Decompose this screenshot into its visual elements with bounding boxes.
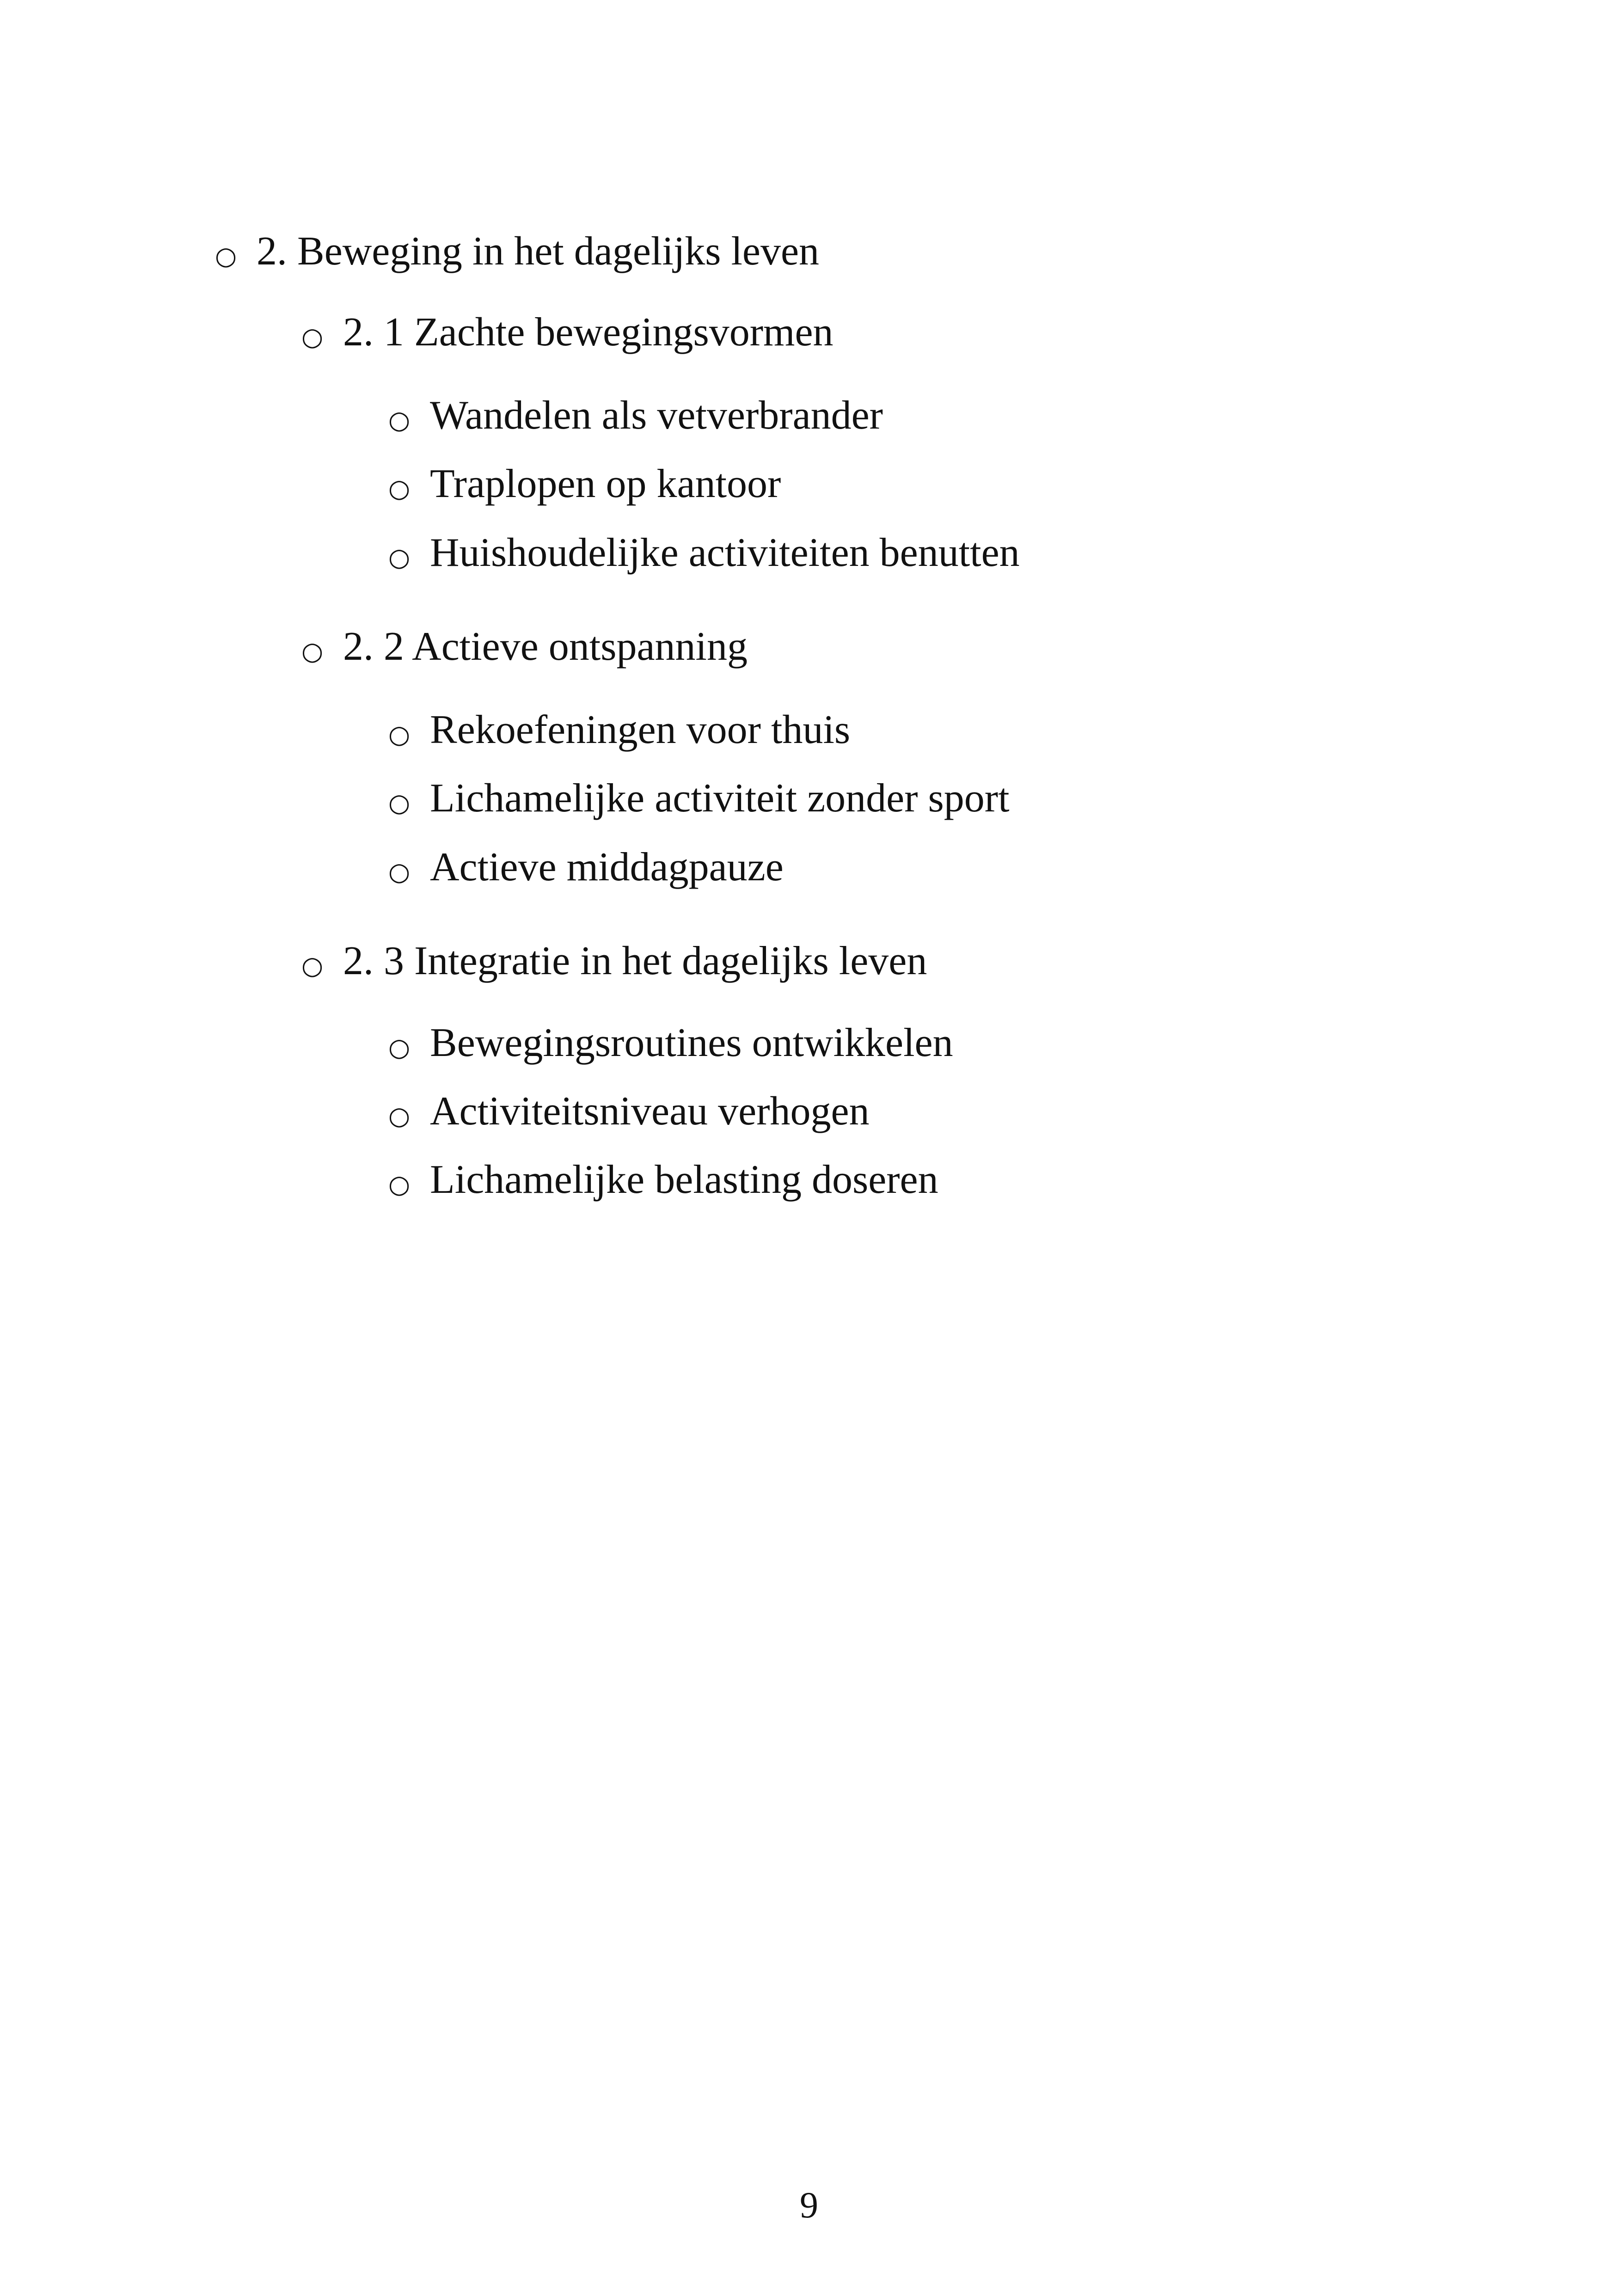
list-item-label: Bewegingsroutines ontwikkelen (430, 1020, 953, 1065)
list-item (388, 1020, 953, 1065)
page-number: 9 (800, 2185, 818, 2226)
list-item (388, 707, 851, 752)
bullet-circle-icon: ○ (388, 405, 411, 435)
bullet-circle-icon: ○ (388, 788, 411, 817)
bullet-circle-icon: ○ (388, 857, 411, 886)
list-item-label: Wandelen als vetverbrander (430, 393, 883, 438)
section-heading (215, 231, 819, 272)
subsection-heading (301, 941, 927, 982)
list-item (388, 1091, 870, 1132)
list-item (388, 395, 883, 436)
bullet-circle-icon: ○ (388, 474, 411, 503)
list-item (388, 530, 1020, 575)
subsection-title: 2. 3 Integratie in het dagelijks leven (343, 939, 927, 983)
bullet-circle-icon: ○ (388, 1101, 411, 1130)
subsection-heading (301, 312, 834, 353)
bullet-circle-icon: ○ (388, 1170, 411, 1199)
bullet-circle-icon: ○ (301, 322, 324, 351)
subsection-title: 2. 2 Actieve ontspanning (343, 624, 748, 669)
list-item (388, 847, 784, 888)
list-item-label: Lichamelijke activiteit zonder sport (430, 776, 1010, 821)
bullet-circle-icon: ○ (301, 951, 324, 980)
subsection-heading (301, 626, 748, 667)
bullet-circle-icon: ○ (301, 637, 324, 666)
list-item-label: Lichamelijke belasting doseren (430, 1157, 938, 1202)
list-item-label: Huishoudelijke activiteiten benutten (430, 530, 1020, 575)
bullet-circle-icon: ○ (388, 1033, 411, 1062)
list-item-label: Rekoefeningen voor thuis (430, 707, 851, 752)
subsection-title: 2. 1 Zachte bewegingsvormen (343, 310, 834, 355)
list-item (388, 778, 1010, 819)
list-item (388, 461, 781, 506)
list-item-label: Actieve middagpauze (430, 845, 784, 890)
bullet-circle-icon: ○ (388, 543, 411, 572)
section-title: 2. Beweging in het dagelijks leven (257, 229, 820, 274)
list-item-label: Activiteitsniveau verhogen (430, 1089, 870, 1134)
list-item (388, 1157, 938, 1202)
list-item-label: Traplopen op kantoor (430, 461, 781, 506)
bullet-circle-icon: ○ (215, 241, 237, 270)
bullet-circle-icon: ○ (388, 720, 411, 749)
